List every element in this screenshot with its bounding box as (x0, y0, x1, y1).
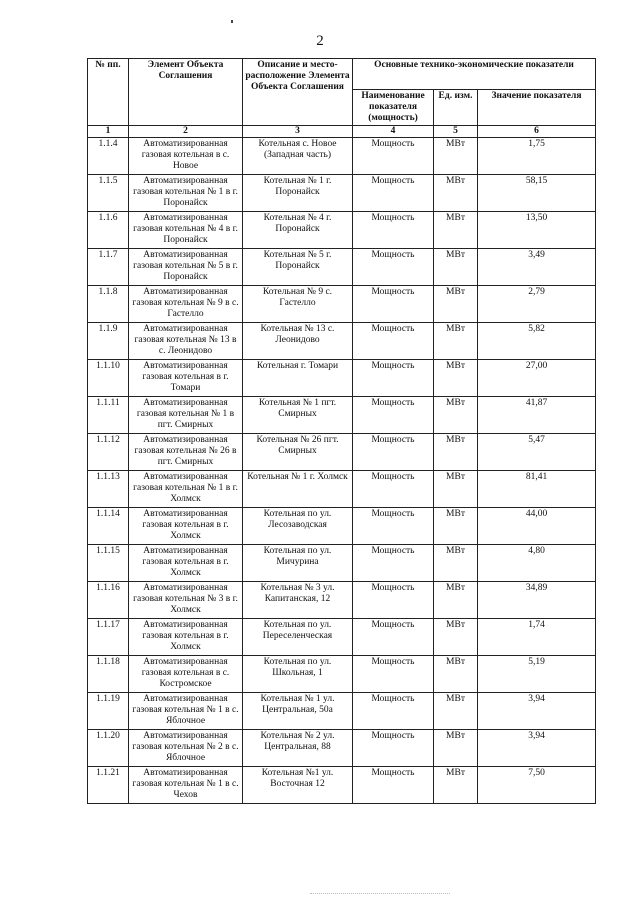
row-value: 5,47 (478, 434, 596, 471)
row-number: 1.1.14 (88, 508, 129, 545)
row-value: 3,49 (478, 249, 596, 286)
row-number: 1.1.4 (88, 138, 129, 175)
column-number: 6 (478, 126, 596, 138)
row-element: Автоматизированная газовая котельная № 1 в пгт. Смирных (129, 397, 243, 434)
row-indicator: Мощность (353, 767, 434, 804)
row-unit: МВт (434, 397, 478, 434)
row-indicator: Мощность (353, 471, 434, 508)
row-unit: МВт (434, 138, 478, 175)
row-unit: МВт (434, 360, 478, 397)
table-row (88, 619, 596, 656)
row-indicator: Мощность (353, 508, 434, 545)
column-number: 4 (353, 126, 434, 138)
row-value: 44,00 (478, 508, 596, 545)
row-value: 3,94 (478, 693, 596, 730)
row-element: Автоматизированная газовая котельная № 5 в г. Поронайск (129, 249, 243, 286)
row-indicator: Мощность (353, 730, 434, 767)
header-element: Элемент Объекта Соглашения (129, 59, 243, 126)
table-row (88, 434, 596, 471)
header-indicator-name: Наименование показателя (мощность) (353, 90, 434, 126)
row-indicator: Мощность (353, 360, 434, 397)
table-row (88, 730, 596, 767)
row-value: 34,89 (478, 582, 596, 619)
row-number: 1.1.13 (88, 471, 129, 508)
page-number: 2 (316, 33, 324, 49)
table-row (88, 767, 596, 804)
row-element: Автоматизированная газовая котельная № 13 в с. Леонидово (129, 323, 243, 360)
row-description: Котельная № 13 с. Леонидово (243, 323, 353, 360)
row-number: 1.1.15 (88, 545, 129, 582)
row-value: 4,80 (478, 545, 596, 582)
row-indicator: Мощность (353, 693, 434, 730)
row-description: Котельная по ул. Переселенческая (243, 619, 353, 656)
row-description: Котельная № 1 пгт. Смирных (243, 397, 353, 434)
row-element: Автоматизированная газовая котельная № 4 в г. Поронайск (129, 212, 243, 249)
row-element: Автоматизированная газовая котельная № 1 в г. Холмск (129, 471, 243, 508)
row-indicator: Мощность (353, 656, 434, 693)
row-element: Автоматизированная газовая котельная в г. Томари (129, 360, 243, 397)
row-element: Автоматизированная газовая котельная № 9 в с. Гастелло (129, 286, 243, 323)
table-row (88, 693, 596, 730)
row-number: 1.1.7 (88, 249, 129, 286)
row-description: Котельная № 1 г. Поронайск (243, 175, 353, 212)
row-value: 41,87 (478, 397, 596, 434)
row-description: Котельная с. Новое (Западная часть) (243, 138, 353, 175)
row-unit: МВт (434, 212, 478, 249)
row-element: Автоматизированная газовая котельная в г. Холмск (129, 619, 243, 656)
row-unit: МВт (434, 508, 478, 545)
header-description: Описание и место-расположение Элемента Объекта Соглашения (243, 59, 353, 126)
row-indicator: Мощность (353, 434, 434, 471)
table-row (88, 138, 596, 175)
row-indicator: Мощность (353, 138, 434, 175)
row-number: 1.1.10 (88, 360, 129, 397)
row-value: 1,75 (478, 138, 596, 175)
row-value: 5,82 (478, 323, 596, 360)
row-element: Автоматизированная газовая котельная № 1 в с. Яблочное (129, 693, 243, 730)
row-element: Автоматизированная газовая котельная в с. Костромское (129, 656, 243, 693)
row-number: 1.1.8 (88, 286, 129, 323)
row-unit: МВт (434, 175, 478, 212)
row-unit: МВт (434, 249, 478, 286)
row-unit: МВт (434, 545, 478, 582)
row-element: Автоматизированная газовая котельная № 26 в пгт. Смирных (129, 434, 243, 471)
row-number: 1.1.9 (88, 323, 129, 360)
row-number: 1.1.16 (88, 582, 129, 619)
table-row (88, 249, 596, 286)
table-row (88, 323, 596, 360)
row-unit: МВт (434, 582, 478, 619)
row-unit: МВт (434, 619, 478, 656)
row-number: 1.1.18 (88, 656, 129, 693)
row-indicator: Мощность (353, 212, 434, 249)
row-element: Автоматизированная газовая котельная в г. Холмск (129, 545, 243, 582)
row-number: 1.1.20 (88, 730, 129, 767)
row-description: Котельная № 2 ул. Центральная, 88 (243, 730, 353, 767)
table-row (88, 175, 596, 212)
row-number: 1.1.12 (88, 434, 129, 471)
table-row (88, 508, 596, 545)
table-row (88, 286, 596, 323)
row-element: Автоматизированная газовая котельная № 2 в с. Яблочное (129, 730, 243, 767)
row-description: Котельная по ул. Лесозаводская (243, 508, 353, 545)
row-number: 1.1.17 (88, 619, 129, 656)
row-description: Котельная по ул. Мичурина (243, 545, 353, 582)
header-no: № пп. (88, 59, 129, 126)
column-number: 1 (88, 126, 129, 138)
row-value: 58,15 (478, 175, 596, 212)
row-unit: МВт (434, 434, 478, 471)
boiler-registry-table (87, 58, 596, 804)
row-indicator: Мощность (353, 249, 434, 286)
row-description: Котельная № 1 г. Холмск (243, 471, 353, 508)
row-indicator: Мощность (353, 582, 434, 619)
row-unit: МВт (434, 693, 478, 730)
row-number: 1.1.6 (88, 212, 129, 249)
row-description: Котельная № 1 ул. Центральная, 50а (243, 693, 353, 730)
row-description: Котельная по ул. Школьная, 1 (243, 656, 353, 693)
row-unit: МВт (434, 656, 478, 693)
row-value: 7,50 (478, 767, 596, 804)
row-element: Автоматизированная газовая котельная № 3 в г. Холмск (129, 582, 243, 619)
row-indicator: Мощность (353, 619, 434, 656)
column-number: 2 (129, 126, 243, 138)
row-description: Котельная №1 ул. Восточная 12 (243, 767, 353, 804)
row-unit: МВт (434, 323, 478, 360)
row-number: 1.1.11 (88, 397, 129, 434)
row-indicator: Мощность (353, 397, 434, 434)
header-value: Значение показателя (478, 90, 596, 126)
table-row (88, 545, 596, 582)
row-description: Котельная № 5 г. Поронайск (243, 249, 353, 286)
row-number: 1.1.21 (88, 767, 129, 804)
row-number: 1.1.5 (88, 175, 129, 212)
row-element: Автоматизированная газовая котельная № 1 в г. Поронайск (129, 175, 243, 212)
row-description: Котельная г. Томари (243, 360, 353, 397)
row-unit: МВт (434, 730, 478, 767)
row-unit: МВт (434, 471, 478, 508)
row-element: Автоматизированная газовая котельная в с. Новое (129, 138, 243, 175)
row-indicator: Мощность (353, 175, 434, 212)
table-row (88, 582, 596, 619)
scan-artifact-line (310, 893, 450, 895)
row-description: Котельная № 9 с. Гастелло (243, 286, 353, 323)
header-unit: Ед. изм. (434, 90, 478, 126)
table-row (88, 471, 596, 508)
row-description: Котельная № 26 пгт. Смирных (243, 434, 353, 471)
row-description: Котельная № 4 г. Поронайск (243, 212, 353, 249)
table-row (88, 360, 596, 397)
row-value: 81,41 (478, 471, 596, 508)
row-value: 27,00 (478, 360, 596, 397)
table-body (88, 138, 596, 804)
scan-speck (231, 20, 233, 23)
row-number: 1.1.19 (88, 693, 129, 730)
row-value: 1,74 (478, 619, 596, 656)
row-element: Автоматизированная газовая котельная в г. Холмск (129, 508, 243, 545)
row-indicator: Мощность (353, 286, 434, 323)
row-indicator: Мощность (353, 545, 434, 582)
column-number: 5 (434, 126, 478, 138)
column-number-row (88, 126, 596, 138)
row-unit: МВт (434, 767, 478, 804)
row-unit: МВт (434, 286, 478, 323)
table-row (88, 212, 596, 249)
table-row (88, 656, 596, 693)
table-row (88, 397, 596, 434)
row-element: Автоматизированная газовая котельная № 1 в с. Чехов (129, 767, 243, 804)
row-value: 5,19 (478, 656, 596, 693)
column-number: 3 (243, 126, 353, 138)
row-indicator: Мощность (353, 323, 434, 360)
row-value: 13,50 (478, 212, 596, 249)
row-value: 3,94 (478, 730, 596, 767)
row-description: Котельная № 3 ул. Капитанская, 12 (243, 582, 353, 619)
row-value: 2,79 (478, 286, 596, 323)
header-indicators: Основные технико-экономические показатели (353, 59, 596, 90)
